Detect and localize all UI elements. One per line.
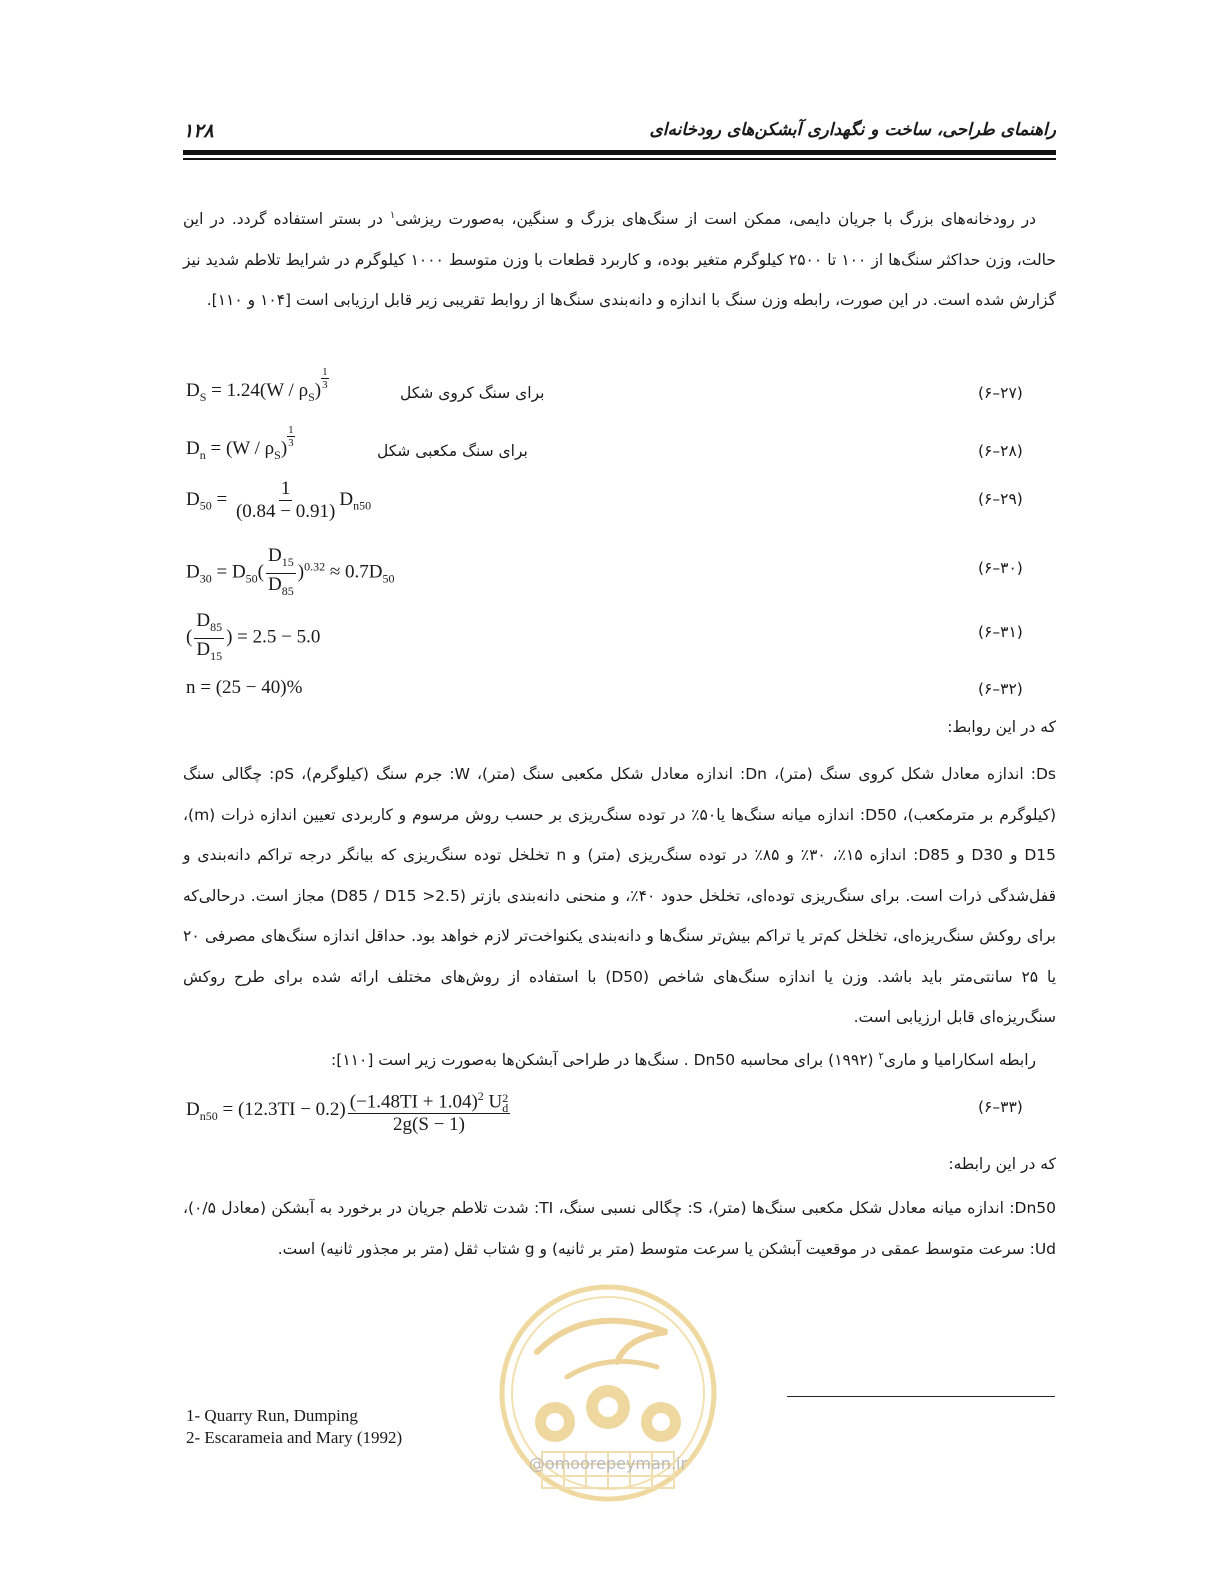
definitions-paragraph-2: Dn50: اندازه میانه معادل شکل مکعبی سنگ‌ها (متر)، S: چگالی نسبی سنگ، TI: شدت تلاطم جریان در برخورد به آبشکن (معادل ۰/۵)، Ud: سرعت متوسط عمقی در موقعیت آبشکن یا سرعت متوسط (متر بر ثانیه) و g شتاب ثقل (متر بر مجذور ثانیه) است. [183,1199,1056,1258]
equation-31: ( $\frac{D_{85}}{D_{15}}$ ) = 2.5 − 5.0 [186,610,321,663]
footnote-1: 1- Quarry Run, Dumping [186,1406,358,1425]
equation-28-label: برای سنگ مکعبی شکل [377,442,528,460]
where-text-1: که در این روابط: [947,718,1056,736]
equation-33-number: (۶–۳۳) [978,1098,1023,1116]
intro-paragraph: در رودخانه‌های بزرگ با جریان دایمی، ممکن است از سنگ‌های بزرگ و سنگین، به‌صورت ریزشی$^۱$ در بستر استفاده گردد. در این حالت، وزن حداکثر سنگ‌ها از ۱۰۰ تا ۲۵۰۰ کیلوگرم متغیر بوده، و کاربرد قطعات با وزن متوسط ۱۰۰۰ کیلوگرم در شرایط تلاطم شدید نیز گزارش شده است. در این صورت، رابطه وزن سنگ با اندازه و دانه‌بندی سنگ‌ها از روابط تقریبی زیر قابل ارزیابی است [۱۰۴ و ۱۱۰]. [183,210,1056,310]
footnote-rule [787,1396,1055,1397]
equation-28-number: (۶–۲۸) [978,442,1023,460]
footnote-2: 2- Escarameia and Mary (1992) [186,1428,403,1447]
equation-30: $D_{30} = D_{50}$( $\frac{D_{15}}{D_{85}}$ )$^{0.32} \approx 0.7D_{50}$ [186,545,395,598]
where-text-2: که در این رابطه: [948,1155,1056,1173]
equation-30-number: (۶–۳۰) [978,559,1023,577]
equation-27: $D_S = 1.24(W / \rho_S)$ $\frac{1}{3}$ [186,366,328,404]
equation-28: $D_n = (W / \rho_S)$ $\frac{1}{3}$ [186,424,294,462]
running-title: راهنمای طراحی، ساخت و نگهداری آبشکن‌های رودخانه‌ای [649,120,1056,140]
equation-29: $D_{50}$ = $\frac{1}{(0.84 - 0.91)}$ $D_{n50}$ [186,478,372,522]
page-header [183,118,1056,148]
header-rule-thin [183,158,1056,160]
equation-27-number: (۶–۲۷) [978,384,1023,402]
watermark-url: @omoorepeyman.ir [528,1454,688,1473]
equation-27-label: برای سنگ کروی شکل [400,384,545,402]
header-rule-thick [183,150,1056,155]
equation-33: $D_{n50} = (12.3TI - 0.2)$ $(-1.48TI + 1.04)^2$ U 2 d 2g(S − 1) [186,1085,512,1136]
definitions-paragraph: Ds: اندازه معادل شکل کروی سنگ (متر)، Dn: اندازه معادل شکل مکعبی سنگ (متر)، W: جرم سنگ (کیلوگرم)، ρS: چگالی سنگ (کیلوگرم بر مترمکعب)، D50: اندازه میانه سنگ‌ها یا۵۰٪ در توده سنگ‌ریزی بر حسب روش مرسوم و کاربردی تعیین اندازه ذرات (m)، D15 و D30 و D85: اندازه ۱۵٪، ۳۰٪ و ۸۵٪ در توده سنگ‌ریزی (متر) و n تخلخل توده سنگ‌ریزی که بیانگر درجه تراکم دانه‌بندی و قفل‌شدگی ذرات است. برای سنگ‌ریزی توده‌ای، تخلخل حدود ۴۰٪، و منحنی دانه‌بندی بازتر (D85 / D15 >2.5) مجاز است. درحالی‌که برای روکش سنگ‌ریزه‌ای، تخلخل کم‌تر یا تراکم بیش‌تر سنگ‌ها و دانه‌بندی یکنواخت‌تر لازم خواهد بود. حداقل اندازه سنگ‌های مصرفی ۲۰ یا ۲۵ سانتی‌متر باید باشد. وزن یا اندازه سنگ‌های شاخص (D50) با استفاده از روش‌های مختلف ارائه شده برای طرح روکش سنگ‌ریزه‌ای قابل ارزیابی است. [183,765,1057,1026]
escarameia-line: رابطه اسکارامیا و ماری$^۲$ (۱۹۹۲) برای محاسبه Dn50 . سنگ‌ها در طراحی آبشکن‌ها به‌صورت زیر است [۱۱۰]: [331,1051,1036,1070]
equation-29-number: (۶–۲۹) [978,490,1023,508]
footnote-ref-1: ۱ [389,210,396,221]
equation-31-number: (۶–۳۱) [978,623,1023,641]
equation-32: n = (25 − 40)% [186,677,303,698]
equation-32-number: (۶–۳۲) [978,680,1023,698]
footnote-ref-2: ۲ [878,1051,884,1062]
page-number: ۱۲۸ [183,120,214,142]
